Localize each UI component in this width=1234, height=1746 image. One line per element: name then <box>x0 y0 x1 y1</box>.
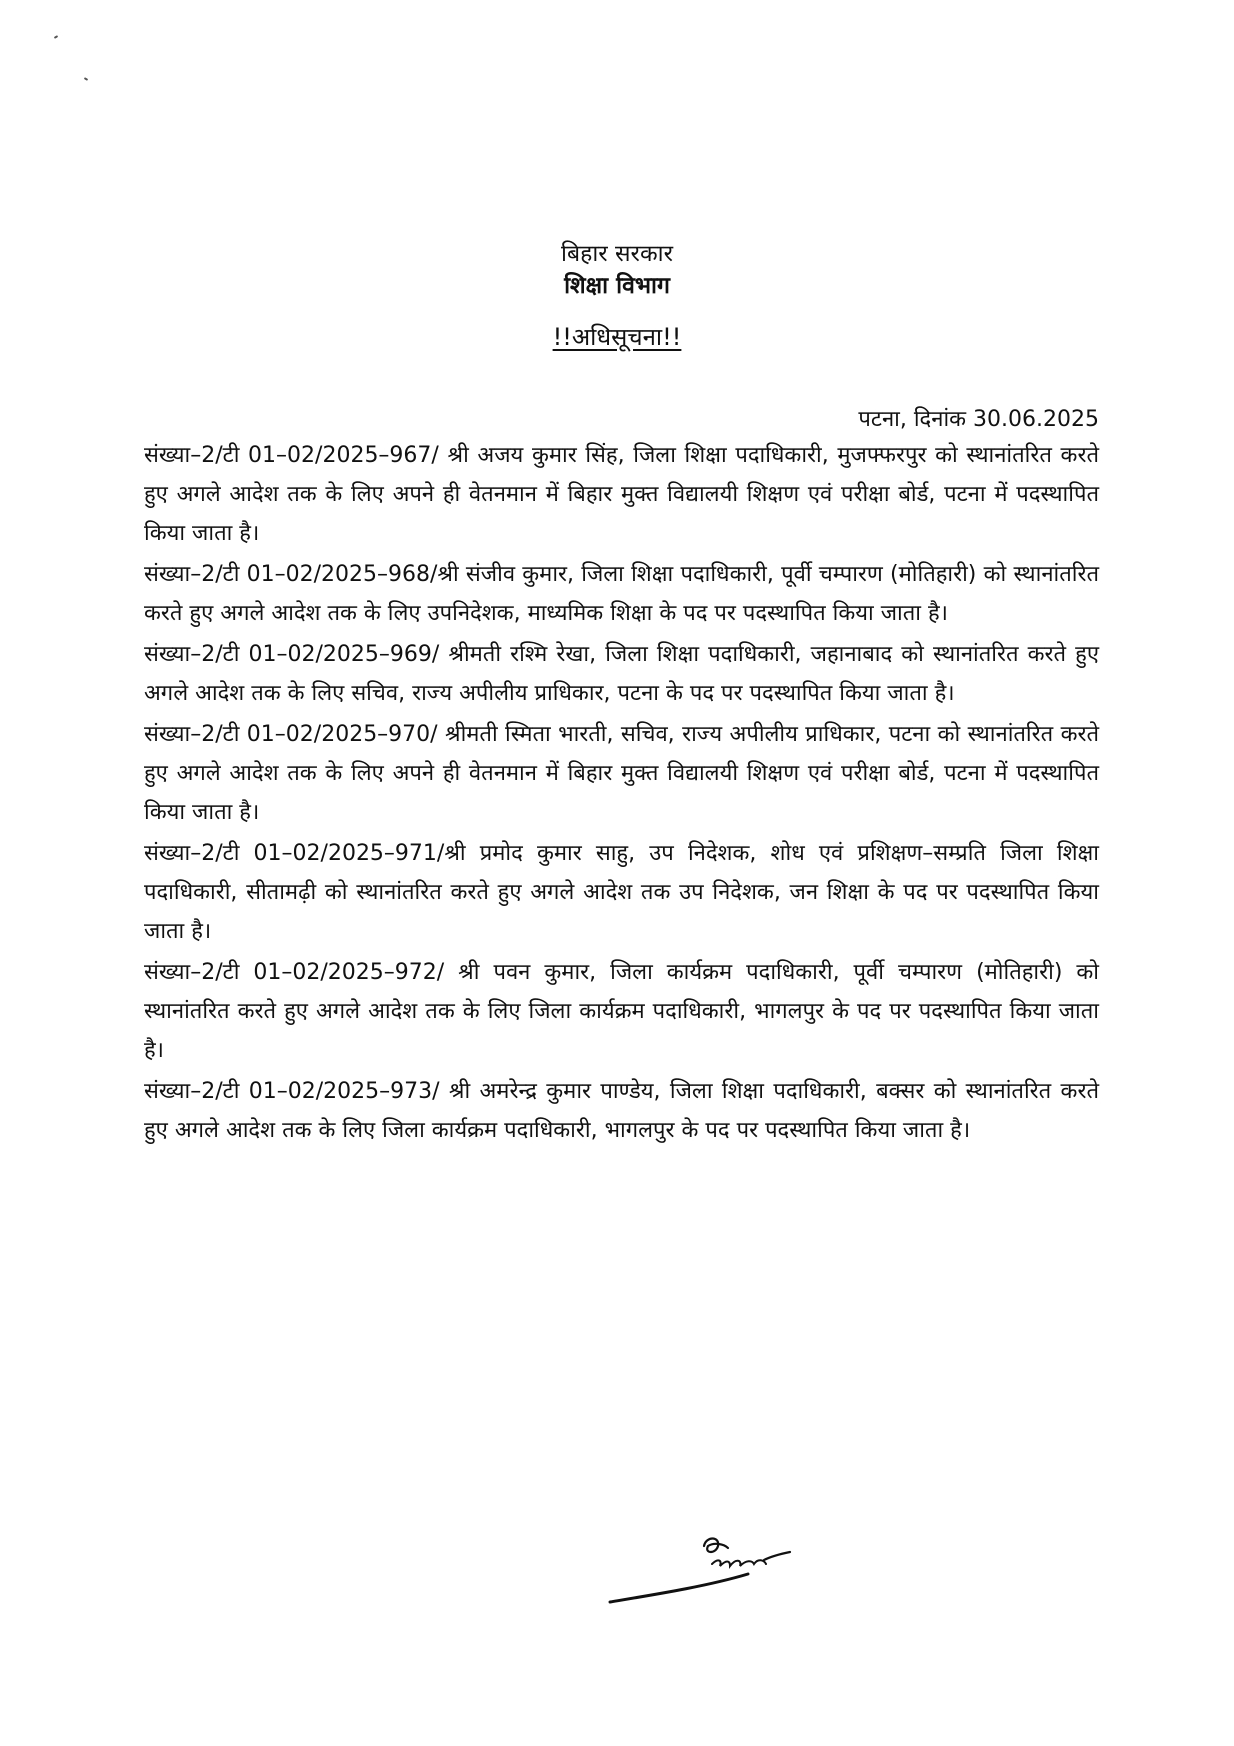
place-date: पटना, दिनांक 30.06.2025 <box>858 407 1099 432</box>
document-header <box>0 238 1234 354</box>
order-paragraph: संख्या–2/टी 01–02/2025–970/ श्रीमती स्मिता भारती, सचिव, राज्य अपीलीय प्राधिकार, पटना को स्थानांतरित करते हुए अगले आदेश तक के लिए अपने ही वेतनमान में बिहार मुक्त विद्यालयी शिक्षण एवं परीक्षा बोर्ड, पटना में पदस्थापित किया जाता है। <box>144 722 1099 825</box>
scan-speck <box>54 35 58 39</box>
document-body <box>144 436 1099 1152</box>
order-paragraph: संख्या–2/टी 01–02/2025–969/ श्रीमती रश्मि रेखा, जिला शिक्षा पदाधिकारी, जहानाबाद को स्थानांतरित करते हुए अगले आदेश तक के लिए सचिव, राज्य अपीलीय प्राधिकार, पटना के पद पर पदस्थापित किया जाता है। <box>144 642 1099 706</box>
department-name: शिक्षा विभाग <box>564 273 670 299</box>
order-paragraph: संख्या–2/टी 01–02/2025–967/ श्री अजय कुमार सिंह, जिला शिक्षा पदाधिकारी, मुजफ्फरपुर को स्थानांतरित करते हुए अगले आदेश तक के लिए अपने ही वेतनमान में बिहार मुक्त विद्यालयी शिक्षण एवं परीक्षा बोर्ड, पटना में पदस्थापित किया जाता है। <box>144 443 1099 546</box>
order-paragraph: संख्या–2/टी 01–02/2025–972/ श्री पवन कुमार, जिला कार्यक्रम पदाधिकारी, पूर्वी चम्पारण (मोतिहारी) को स्थानांतरित करते हुए अगले आदेश तक के लिए जिला कार्यक्रम पदाधिकारी, भागलपुर के पद पर पदस्थापित किया जाता है। <box>144 960 1099 1063</box>
order-paragraph: संख्या–2/टी 01–02/2025–971/श्री प्रमोद कुमार साहु, उप निदेशक, शोध एवं प्रशिक्षण–सम्प्रति जिला शिक्षा पदाधिकारी, सीतामढ़ी को स्थानांतरित करते हुए अगले आदेश तक उप निदेशक, जन शिक्षा के पद पर पदस्थापित किया जाता है। <box>144 841 1099 944</box>
government-name: बिहार सरकार <box>561 241 673 267</box>
notification-title: !!अधिसूचना!! <box>552 323 682 351</box>
order-paragraph: संख्या–2/टी 01–02/2025–973/ श्री अमरेन्द्र कुमार पाण्डेय, जिला शिक्षा पदाधिकारी, बक्सर को स्थानांतरित करते हुए अगले आदेश तक के लिए जिला कार्यक्रम पदाधिकारी, भागलपुर के पद पर पदस्थापित किया जाता है। <box>144 1079 1099 1143</box>
scan-speck <box>84 77 88 81</box>
order-paragraph: संख्या–2/टी 01–02/2025–968/श्री संजीव कुमार, जिला शिक्षा पदाधिकारी, पूर्वी चम्पारण (मोतिहारी) को स्थानांतरित करते हुए अगले आदेश तक के लिए उपनिदेशक, माध्यमिक शिक्षा के पद पर पदस्थापित किया जाता है। <box>144 562 1099 626</box>
handwritten-signature <box>608 1530 838 1610</box>
